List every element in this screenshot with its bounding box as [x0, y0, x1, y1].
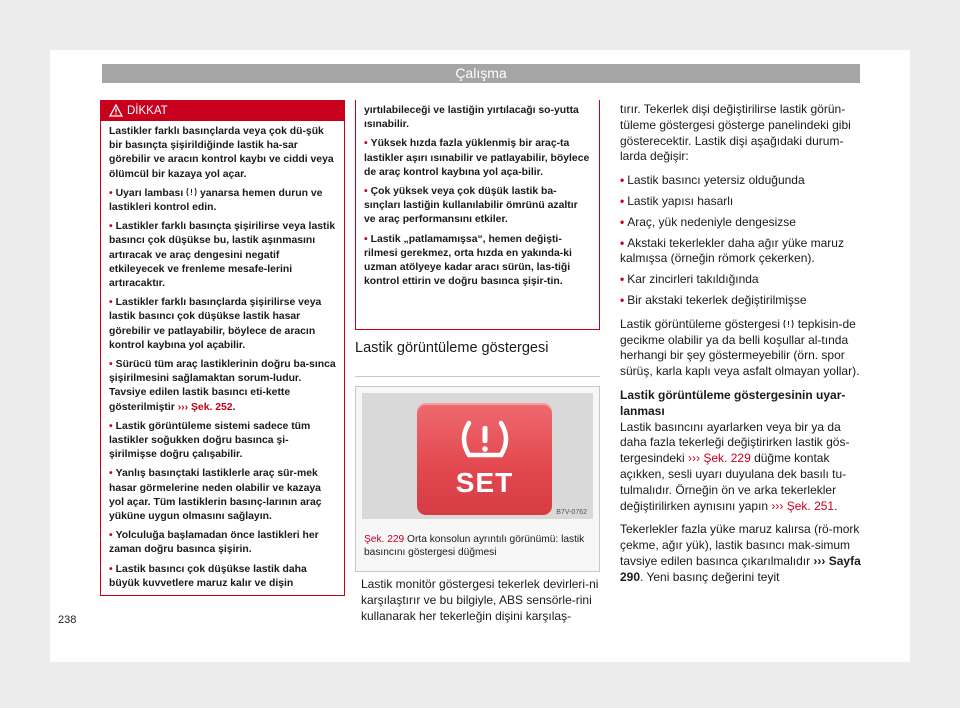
bullet-icon: • [620, 193, 625, 208]
warning-item [364, 137, 591, 180]
body-paragraph: Lastik monitör göstergesi tekerlek devirleri-ni karşılaştırır ve bu bilgiyle, ABS sensörle-rini kullanarak her tekerleğin dişini karşılaş- [361, 577, 599, 623]
list-item-text: Lastik basıncı yetersiz olduğunda [627, 173, 805, 188]
bullet-icon: • [109, 297, 113, 309]
tire-pressure-warning-icon [455, 417, 515, 461]
page-reference-link[interactable]: ››› Sayfa 290 [620, 553, 861, 584]
figure-caption-text: Orta konsolun ayrıntılı görünümü: lastik basıncını göstergesi düğmesi [364, 534, 585, 559]
warning-intro: Lastikler farklı basınçlarda veya çok dü-şük bir basınçta şişirildiğinde lastik ha-sar görebilir ve aracın kontrol kaybı ve ciddi veya ölümcül bir kazaya yol açar. [109, 126, 334, 180]
warning-item-text: yanarsa hemen durun ve lastikleri kontrol edin. [109, 187, 323, 214]
list-item-text: Kar zincirleri takıldığında [627, 272, 759, 287]
bullet-icon: • [109, 359, 113, 371]
warning-item [109, 358, 336, 415]
warning-item-text: Sürücü tüm araç lastiklerinin doğru ba-sınca şişirilmesini sağlamaktan sorum-ludur. Tavsiye edilen lastik basıncı eti-kette gösterilmiştir [109, 359, 336, 413]
warning-item [364, 233, 591, 290]
list-item [620, 173, 862, 189]
punctuation: . [232, 401, 236, 413]
warning-body-continued [356, 100, 599, 289]
body-paragraph: tırır. Tekerlek dişi değiştirilirse lastik görün-tüleme göstergesi gösterge panelindeki gibi gösterecektir. Lastik dişi aşağıdaki durum-larda değişir: [620, 102, 851, 164]
bullet-icon: • [109, 530, 113, 542]
paragraph-text: tepkisin-de gecikme olabilir ya da belli koşullar al-tında herhangi bir şey göstermeyebilir (örn. spor sürüş, karla kaplı veya asfalt olmayan yollar). [620, 316, 860, 379]
condition-list [620, 173, 862, 309]
list-item-text: Bir akstaki tekerlek değiştirilmişse [627, 292, 807, 307]
figure-image [362, 393, 593, 519]
paragraph-text: Tekerlekler fazla yüke maruz kalırsa (rö-mork çekme, ağır yük), lastik basıncı mak-simum tavsiye edilen basınca çıkarılmalıdır [620, 522, 860, 568]
warning-item-text: Yolculuğa başlamadan önce lastikleri her zaman doğru basınca şişirin. [109, 530, 319, 556]
figure-229 [355, 386, 600, 572]
section-title: Lastik görüntüleme göstergesi [355, 340, 549, 356]
section-divider [355, 376, 600, 377]
tire-pressure-lamp-icon [783, 319, 794, 329]
bullet-icon: • [109, 420, 113, 432]
figure-code: B7V-0762 [556, 509, 587, 516]
subsection-heading: Lastik görüntüleme göstergesinin uyar-lanması [620, 387, 846, 418]
paragraph-text: . Yeni basınç değerini teyit [640, 569, 780, 584]
warning-item-text: Uyarı lambası [115, 187, 187, 199]
warning-item-text: Yüksek hızda fazla yüklenmiş bir araç-ta lastikler aşırı ısınabilir ve patlayabilir, böylece de araç kontrol kaybına yol aça-bilir. [364, 138, 590, 178]
bullet-icon: • [109, 221, 113, 233]
bullet-icon: • [109, 187, 113, 199]
warning-item-text: Lastik „patlamamışsa“, hemen değişti-rilmesi gerekmez, orta hızda en yakında-ki uzman atölyeye kadar aracı sürün, las-tiği kontrol ettirin ve doğru basınca şişir-tin. [364, 233, 572, 288]
list-item [620, 215, 862, 231]
warning-item [109, 563, 336, 591]
punctuation: . [834, 498, 838, 513]
warning-header [101, 101, 344, 121]
warning-item [109, 529, 336, 557]
paragraph-text: Lastik basıncını ayarlarken veya bir ya da daha fazla tekerleği değiştirirken lastik gös-tergesindeki [620, 419, 850, 466]
tire-pressure-set-button [417, 403, 552, 515]
warning-continued-text: yırtılabileceği ve lastiğin yırtılacağı so-yutta ısınabilir. [364, 105, 579, 131]
warning-item-text: Lastik basıncı çok düşükse lastik daha büyük kuvvetlere maruz kalır ve dişin [109, 563, 307, 589]
bullet-icon: • [620, 272, 625, 287]
list-item-text: Lastik yapısı hasarlı [627, 193, 734, 208]
bullet-icon: • [109, 468, 113, 480]
warning-item-text: Yanlış basınçtaki lastiklerle araç sür-mek hasar görmelerine neden olabilir ve kazaya yol açar. Tüm lastiklerin basınç-larının araç yüküne uygun olmasını sağlayın. [109, 468, 322, 523]
tire-pressure-lamp-icon [186, 187, 197, 197]
bullet-icon: • [364, 138, 368, 150]
bullet-icon: • [620, 292, 625, 307]
bullet-icon: • [364, 186, 368, 198]
figure-reference-link[interactable]: ››› Şek. 251 [771, 498, 835, 513]
paragraph-text: düğme kontak açıkken, sesli uyarı duyulana dek basılı tu-tulmalıdır. Örneğin ön ve arka tekerlekler değiştirilirken aynısını yapın [620, 451, 847, 513]
figure-reference-link[interactable]: ››› Şek. 229 [688, 451, 751, 466]
bullet-icon: • [109, 563, 113, 575]
list-item-text: Akstaki tekerlekler daha ağır yüke maruz kalmışsa (örneğin römork çekerken). [620, 235, 844, 266]
list-item [620, 236, 862, 268]
paragraph-text: Lastik görüntüleme göstergesi [620, 316, 784, 331]
warning-item-text: Lastik görüntüleme sistemi sadece tüm lastikler soğukken doğru basınca şi-şirilmişse doğru çalışabilir. [109, 420, 311, 461]
bullet-icon: • [620, 173, 625, 188]
warning-triangle-icon [109, 104, 123, 117]
warning-item [109, 467, 336, 524]
set-button-label: SET [455, 467, 514, 498]
body-paragraph [620, 420, 862, 515]
warning-item [109, 187, 336, 215]
list-item [620, 194, 862, 210]
right-column [620, 102, 862, 594]
warning-item [109, 220, 336, 291]
body-paragraph [620, 522, 862, 585]
figure-caption-ref: Şek. 229 [364, 534, 405, 545]
warning-item-text: Çok yüksek veya çok düşük lastik ba-sınçları lastiğin kullanılabilir ömrünü azaltır ve araç performansını etkiler. [364, 186, 578, 226]
page-number: 238 [58, 614, 77, 626]
bullet-icon: • [620, 214, 625, 229]
warning-title: DİKKAT [127, 105, 168, 117]
page-header: Çalışma [102, 64, 860, 83]
warning-box-continued [355, 100, 600, 330]
figure-caption [364, 533, 596, 560]
warning-body [101, 121, 344, 591]
body-paragraph [620, 317, 862, 380]
warning-item [364, 185, 591, 228]
bullet-icon: • [364, 233, 368, 245]
warning-item-text: Lastikler farklı basınçlarda şişirilirse veya lastik basıncı çok düşükse lastik hasar görebilir ve patlayabilir, böylece de aracın kontrol kaybına yol açabilir. [109, 297, 322, 351]
list-item [620, 293, 862, 309]
list-item [620, 272, 862, 288]
figure-reference-link[interactable]: ››› Şek. 252 [177, 401, 233, 413]
warning-item-text: Lastikler farklı basınçta şişirilirse veya lastik basıncı çok düşükse bu, lastik aşınmasını artıracak ve araç dengesini negatif etkileyecek ve frenleme mesafe-lerini artıracaktır. [109, 221, 336, 290]
warning-item [109, 420, 336, 463]
list-item-text: Araç, yük nedeniyle dengesizse [627, 214, 796, 229]
warning-box [100, 100, 345, 596]
warning-item [109, 296, 336, 353]
bullet-icon: • [620, 235, 625, 250]
